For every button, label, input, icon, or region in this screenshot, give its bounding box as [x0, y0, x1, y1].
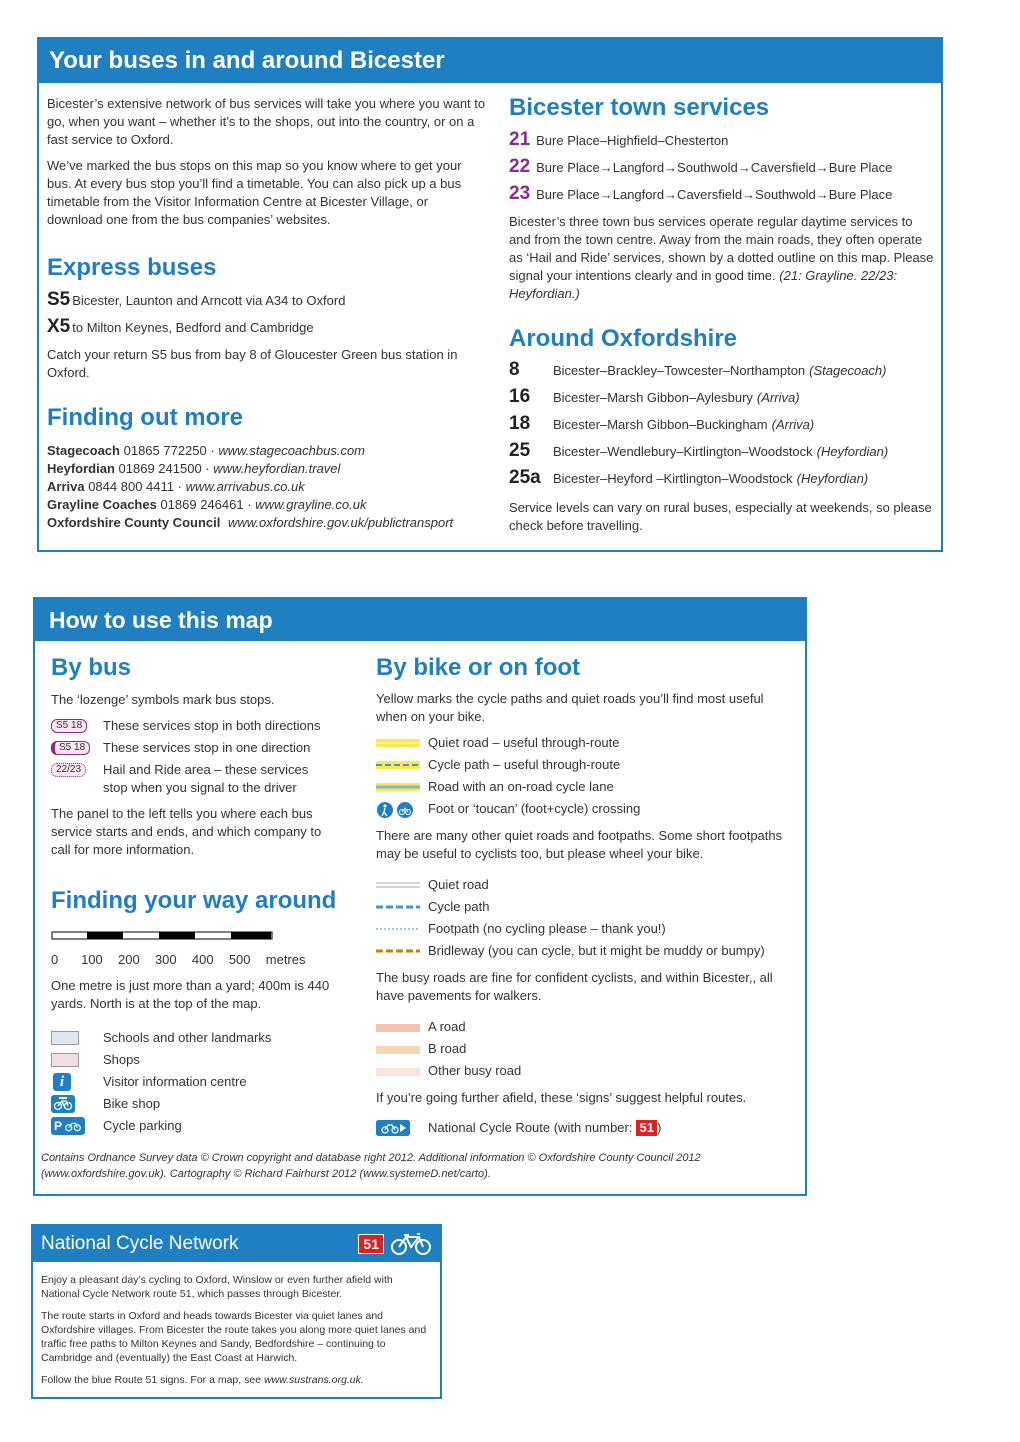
a-road-swatch — [376, 1024, 420, 1032]
ncr-legend: National Cycle Route (with number: 51 ) — [428, 1120, 662, 1135]
lozenge-text: These services stop in one direction — [103, 740, 311, 755]
around-route — [509, 359, 939, 386]
contact-link[interactable]: www.heyfordian.travel — [213, 461, 341, 476]
by-bike-intro: Yellow marks the cycle paths and quiet roads you’ll find most useful when on your bike. — [376, 691, 764, 724]
route-number: 8 — [509, 359, 520, 380]
route-text: to Milton Keynes, Bedford and Cambridge — [72, 320, 314, 335]
ncn-route-badge: 51 — [358, 1234, 384, 1254]
around-route — [509, 440, 939, 467]
legend-text: Cycle parking — [103, 1118, 182, 1133]
town-services-heading: Bicester town services — [509, 94, 770, 121]
yellow-legend-text: Cycle path – useful through-route — [428, 757, 621, 772]
shops-swatch — [51, 1053, 79, 1067]
route-operator: (Heyfordian) — [796, 471, 869, 486]
lozenge-both-directions: S5 18 — [51, 719, 87, 733]
cycle-path-swatch — [376, 904, 420, 910]
credits: Contains Ordnance Survey data © Crown copyright and database right 2012. Additional information © Oxfordshire County Council 2012 (www.oxfordshire.gov.uk). Cartography © Richard Fairhurst 2012 (www.systemeD.net/carto). — [41, 1152, 701, 1180]
route-number: 16 — [509, 386, 531, 407]
scale-note: One metre is just more than a yard; 400m is 440 yards. North is at the top of the map. — [51, 978, 330, 1011]
cycle-lane-yellow-swatch — [376, 783, 420, 791]
contact-row: Heyfordian 01869 241500 · www.heyfordian.travel — [47, 461, 341, 476]
lozenge-text: Hail and Ride area – these services stop when you signal to the driver — [103, 762, 309, 795]
express-route — [47, 289, 345, 311]
contact-link[interactable]: www.oxfordshire.gov.uk/publictransport — [227, 515, 454, 530]
town-route — [509, 183, 892, 205]
by-bike-note-2: The busy roads are fine for confident cyclists, and within Bicester,, all have pavements for walkers. — [376, 970, 773, 1003]
legend-text: Bike shop — [103, 1096, 161, 1111]
legend-text: Schools and other landmarks — [103, 1030, 272, 1045]
route-text: Bicester–Marsh Gibbon–Buckingham — [553, 417, 768, 432]
quiet-road-swatch — [376, 882, 420, 888]
by-bus-intro: The ‘lozenge’ symbols mark bus stops. — [51, 692, 275, 707]
town-route — [509, 129, 728, 151]
lozenge-hail-and-ride: 22/23 — [51, 763, 86, 777]
how-to-title: How to use this map — [35, 599, 805, 641]
yellow-legend-text: Foot or ‘toucan’ (foot+cycle) crossing — [428, 801, 641, 816]
yellow-legend-text: Quiet road – useful through-route — [428, 735, 620, 750]
route-text: Bicester–Brackley–Towcester–Northampton — [553, 363, 806, 378]
route-text: Bure Place→Langford→Caversfield→Southwold→Bure Place — [536, 187, 893, 202]
landmark-swatch — [51, 1031, 79, 1045]
bridleway-swatch — [376, 948, 420, 954]
cycle-parking-icon: P — [51, 1117, 85, 1135]
other-legend-text: Cycle path — [428, 899, 490, 914]
route-number: S5 — [47, 289, 71, 310]
other-busy-road-swatch — [376, 1068, 420, 1076]
route-text: Bicester–Marsh Gibbon–Aylesbury — [553, 390, 753, 405]
cycle-path-yellow-swatch — [376, 761, 420, 769]
road-legend-text: B road — [428, 1041, 467, 1056]
lozenge-text: These services stop in both directions — [103, 718, 321, 733]
ncr-number-badge: 51 — [636, 1120, 656, 1136]
route-text: Bicester–Wendlebury–Kirtlington–Woodstock — [553, 444, 813, 459]
contact-row: Arriva 0844 800 4411 · www.arrivabus.co.uk — [47, 479, 305, 494]
route-number: 21 — [509, 129, 531, 150]
footpath-swatch — [376, 926, 420, 932]
around-note: Service levels can vary on rural buses, especially at weekends, so please check before travelling. — [509, 500, 932, 533]
express-route — [47, 316, 314, 338]
bus-info-panel — [37, 37, 943, 552]
around-route — [509, 386, 939, 413]
route-operator: (Heyfordian) — [816, 444, 889, 459]
yellow-legend-text: Road with an on-road cycle lane — [428, 779, 614, 794]
around-route — [509, 413, 939, 440]
other-legend-text: Quiet road — [428, 877, 489, 892]
route-number: 25 — [509, 440, 531, 461]
finding-way-heading: Finding your way around — [51, 887, 337, 914]
route-text: Bure Place→Langford→Southwold→Caversfield→Bure Place — [536, 160, 893, 175]
route-number: X5 — [47, 316, 71, 337]
by-bike-note-3: If you’re going further afield, these ‘signs’ suggest helpful routes. — [376, 1090, 747, 1105]
legend-text: Visitor information centre — [103, 1074, 247, 1089]
crossing-icons — [376, 801, 416, 819]
by-bike-note-1: There are many other quiet roads and footpaths. Some short footpaths may be useful to cyclists too, but please wheel your bike. — [376, 828, 783, 861]
contact-link[interactable]: www.arrivabus.co.uk — [185, 479, 305, 494]
quiet-road-yellow-swatch — [376, 739, 420, 747]
legend-text: Shops — [103, 1052, 140, 1067]
contact-list — [47, 442, 497, 532]
finding-out-more-heading: Finding out more — [47, 404, 243, 431]
contact-row: Stagecoach 01865 772250 · www.stagecoachbus.com — [47, 443, 366, 458]
ncn-title-bar — [33, 1226, 440, 1262]
by-bus-note: The panel to the left tells you where each bus service starts and ends, and which company to call for more information. — [51, 806, 322, 857]
contact-row: Oxfordshire County Council www.oxfordshire.gov.uk/publictransport — [47, 515, 454, 530]
route-operator: (Stagecoach) — [809, 363, 887, 378]
by-bus-heading: By bus — [51, 654, 132, 681]
by-bike-heading: By bike or on foot — [376, 654, 580, 681]
ncr-sign-icon — [376, 1120, 410, 1136]
route-number: 23 — [509, 183, 531, 204]
route-number: 18 — [509, 413, 531, 434]
around-route-list — [509, 359, 939, 494]
ncn-paragraph-3: Follow the blue Route 51 signs. For a map, see www.sustrans.org.uk. — [41, 1374, 364, 1386]
route-text: Bure Place–Highfield–Chesterton — [536, 133, 729, 148]
town-route — [509, 156, 892, 178]
ncn-paragraph-1: Enjoy a pleasant day’s cycling to Oxford, Winslow or even further afield with National Cycle Network route 51, which passes through Bicester. — [41, 1274, 393, 1300]
ncn-badge-group — [358, 1232, 432, 1256]
ncn-panel — [31, 1224, 442, 1399]
other-legend-text: Footpath (no cycling please – thank you!) — [428, 921, 666, 936]
intro-paragraph-1: Bicester’s extensive network of bus services will take you where you want to go, when you want – whether it’s to the shops, out into the country, or on a fast service to Oxford. — [47, 96, 486, 147]
route-number: 22 — [509, 156, 531, 177]
contact-row: Grayline Coaches 01869 246461 · www.grayline.co.uk — [47, 497, 367, 512]
route-operator: (Arriva) — [771, 417, 815, 432]
how-to-panel — [33, 597, 807, 1196]
bus-info-title: Your buses in and around Bicester — [39, 39, 941, 83]
intro-paragraph-2: We’ve marked the bus stops on this map so you know where to get your bus. At every bus stop you’ll find a timetable. You can also pick up a bus timetable from the Visitor Information Centre at Bicester Village, or download one from the bus companies’ websites. — [47, 158, 462, 227]
route-text: Bicester, Launton and Arncott via A34 to Oxford — [72, 293, 346, 308]
lozenge-one-direction: S5 18 — [51, 741, 90, 755]
sustrans-link[interactable]: www.sustrans.org.uk. — [263, 1374, 364, 1386]
express-heading: Express buses — [47, 254, 217, 281]
b-road-swatch — [376, 1046, 420, 1054]
road-legend-text: A road — [428, 1019, 466, 1034]
route-text: Bicester–Heyford –Kirtlington–Woodstock — [553, 471, 793, 486]
route-number: 25a — [509, 467, 541, 488]
around-oxfordshire-heading: Around Oxfordshire — [509, 325, 738, 352]
ncn-title: National Cycle Network — [41, 1233, 239, 1254]
road-legend-text: Other busy road — [428, 1063, 522, 1078]
around-route — [509, 467, 939, 494]
scale-bar — [51, 931, 273, 941]
bike-shop-icon — [51, 1095, 75, 1113]
other-legend-text: Bridleway (you can cycle, but it might be muddy or bumpy) — [428, 943, 765, 958]
express-note: Catch your return S5 bus from bay 8 of Gloucester Green bus station in Oxford. — [47, 347, 458, 380]
info-icon: i — [53, 1073, 71, 1091]
route-operator: (Arriva) — [756, 390, 800, 405]
ncn-paragraph-2: The route starts in Oxford and heads towards Bicester via quiet lanes and Oxfordshire villages. From Bicester the route takes you along more quiet lanes and traffic free paths to Milton Keynes and Sandy, Bedfordshire – continuing to Cambridge and (eventually) the East Coast at Harwich. — [41, 1310, 427, 1364]
town-note: Bicester’s three town bus services operate regular daytime services to and from the town centre. Away from the main roads, they often operate as ‘Hail and Ride’ services, shown by a dotted outline on this map. Please signal your intentions clearly and in good time. (21: Grayline. 22/23: Heyfordian.) — [509, 214, 934, 301]
contact-link[interactable]: www.stagecoachbus.com — [218, 443, 366, 458]
scale-labels: 0 100 200 300 400 500 metres — [51, 952, 306, 967]
bicycle-icon — [390, 1232, 432, 1256]
contact-link[interactable]: www.grayline.co.uk — [255, 497, 367, 512]
